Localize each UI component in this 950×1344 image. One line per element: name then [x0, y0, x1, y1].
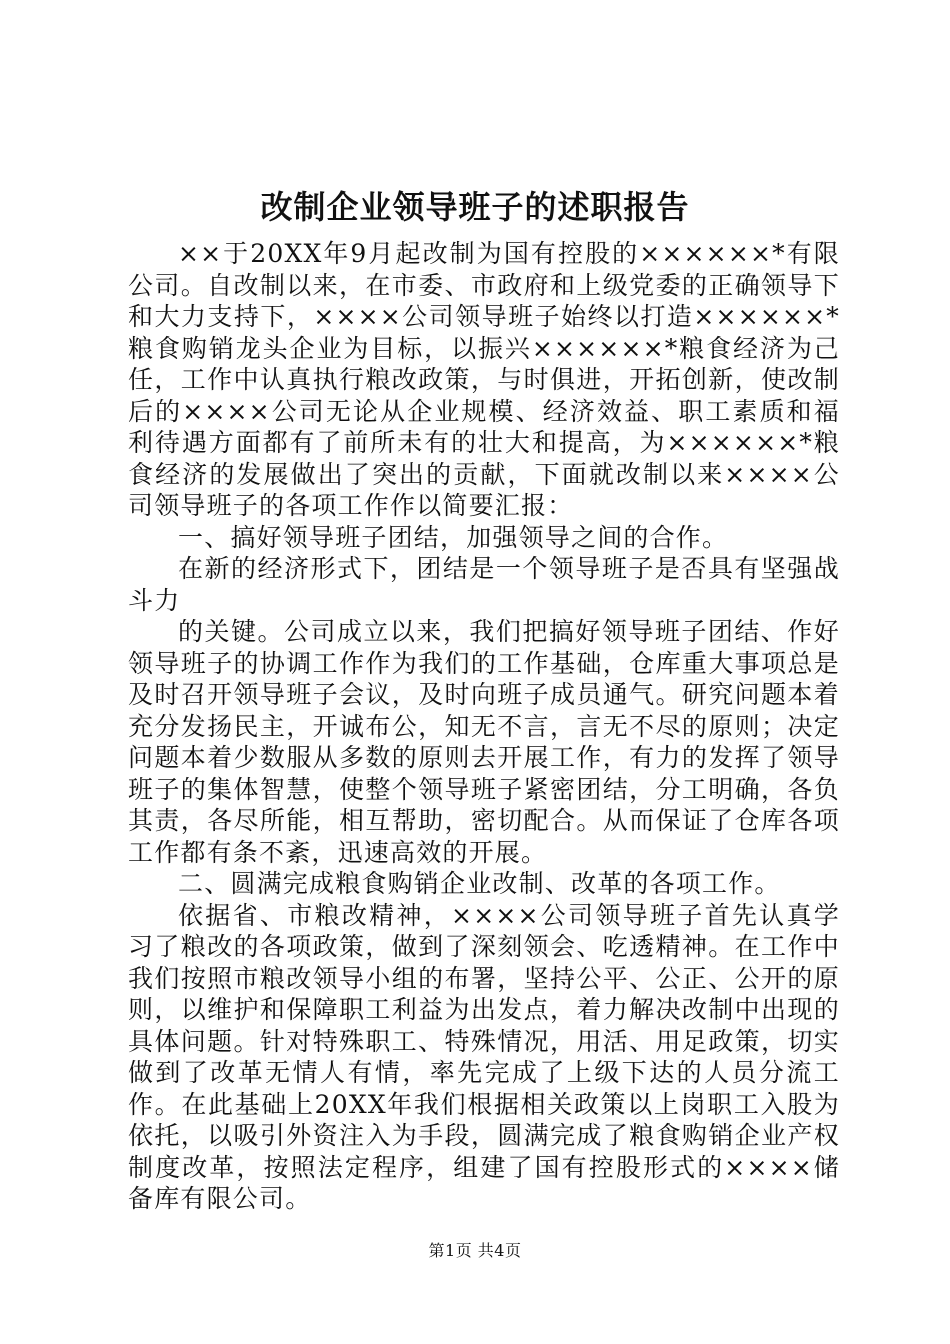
- section-heading-2: 二、圆满完成粮食购销企业改制、改革的各项工作。: [178, 869, 781, 898]
- page-number-footer: 第1页 共4页: [428, 1241, 522, 1260]
- document-title: 改制企业领导班子的述职报告: [260, 188, 690, 226]
- paragraph-reform: 依据省、市粮改精神，××××公司领导班子首先认真学习了粮改的各项政策，做到了深刻领会、吃透精神。在工作中我们按照市粮改领导小组的布署，坚持公平、公正、公开的原则，以维护和保障职工利益为出发点，着力解决改制中出现的具体问题。针对特殊职工、特殊情况，用活、用足政策，切实做到了改革无情人有情，率先完成了上级下达的人员分流工作。在此基础上20XX年我们根据相关政策以上岗职工入股为依托，以吸引外资注入为手段，圆满完成了粮食购销企业产权制度改革，按照法定程序，组建了国有控股形式的××××储备库有限公司。: [128, 900, 840, 1213]
- section-heading-1: 一、搞好领导班子团结，加强领导之间的合作。: [178, 522, 729, 552]
- paragraph-unity-body: 的关键。公司成立以来，我们把搞好领导班子团结、作好领导班子的协调工作作为我们的工作基础，仓库重大事项总是及时召开领导班子会议，及时向班子成员通气。研究问题本着充分发扬民主，开诚布公，知无不言，言无不尽的原则；决定问题本着少数服从多数的原则去开展工作，有力的发挥了领导班子的集体智慧，使整个领导班子紧密团结，分工明确，各负其责，各尽所能，相互帮助，密切配合。从而保证了仓库各项工作都有条不紊，迅速高效的开展。: [128, 617, 840, 867]
- document-body: [128, 238, 840, 1215]
- paragraph-intro: ××于20XX年9月起改制为国有控股的××××××*有限公司。自改制以来，在市委、市政府和上级党委的正确领导下和大力支持下，××××公司领导班子始终以打造××××××*粮食购销龙头企业为目标，以振兴××××××*粮食经济为己任，工作中认真执行粮改政策，与时俱进，开拓创新，使改制后的××××公司无论从企业规模、经济效益、职工素质和福利待遇方面都有了前所未有的壮大和提高，为××××××*粮食经济的发展做出了突出的贡献，下面就改制以来××××公司领导班子的各项工作作以简要汇报：: [128, 239, 840, 520]
- paragraph-unity-lead: 在新的经济形式下，团结是一个领导班子是否具有坚强战斗力: [128, 554, 840, 615]
